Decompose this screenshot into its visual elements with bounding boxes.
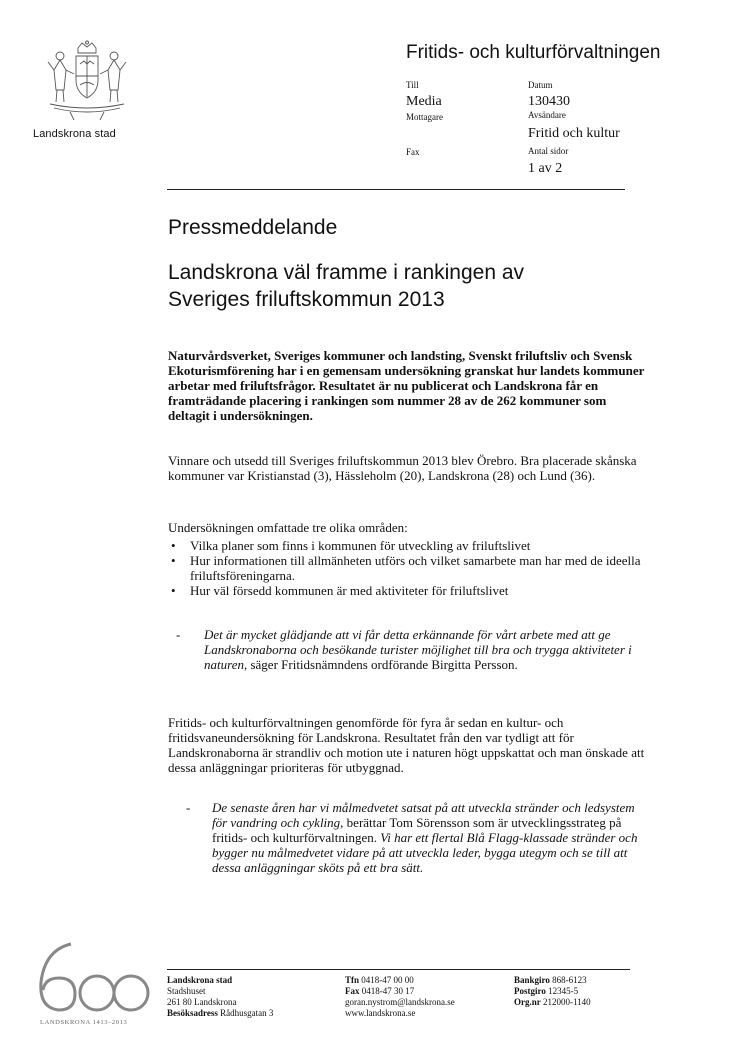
avsandare-label: Avsändare (528, 110, 566, 120)
quote-2-italic-2: Vi har ett flertal Blå Flagg-klassade stränder och bygger nu målmedvetet vidare på att utveckla leder, bygga utegym och se till att dessa anläggningar sköts på ett bra sätt. (212, 830, 638, 875)
footer-address-line: 261 80 Landskrona (167, 997, 237, 1007)
footer-bankgiro-label: Bankgiro (514, 975, 550, 985)
jubilee-600-logo (33, 938, 151, 1018)
results-paragraph: Vinnare och utsedd till Sveriges friluftskommun 2013 blev Örebro. Bra placerade skånska kommuner var Kristianstad (3), Hässleholm (20), Landskrona (28) och Lund (36). (168, 453, 637, 483)
list-item: • Vilka planer som finns i kommunen för utveckling av friluftslivet (168, 538, 650, 553)
quote-1-italic: Det är mycket glädjande att vi får detta erkännande för vårt arbete med att ge Landskronaborna och besökande turister möjlighet till bra och trygga aktiviteter i naturen (204, 627, 632, 672)
quote-2-attribution: , berättar Tom Sörensson som är utvecklingsstrateg på fritids- och kulturförvaltningen. (212, 815, 622, 845)
till-value: Media (406, 94, 442, 109)
quote-dash: - (186, 800, 191, 815)
footer-tfn-value: 0418-47 00 00 (359, 975, 414, 985)
areas-intro: Undersökningen omfattade tre olika områden: (168, 520, 408, 535)
footer-orgnr-value: 212000-1140 (540, 997, 591, 1007)
quote-dash: - (176, 627, 181, 642)
footer-email-link[interactable]: goran.nystrom@landskrona.se (345, 997, 455, 1007)
footer-visit-value: Rådhusgatan 3 (217, 1008, 274, 1018)
footer-bankgiro-value: 868-6123 (549, 975, 587, 985)
antal-sidor-value: 1 av 2 (528, 161, 563, 176)
footer-divider (167, 969, 630, 970)
headline-line-1: Landskrona väl framme i rankingen av (168, 261, 525, 284)
antal-sidor-label: Antal sidor (528, 146, 569, 156)
list-item: • Hur väl försedd kommunen är med aktiviteter för friluftslivet (168, 583, 650, 598)
footer-orgnr-label: Org.nr (514, 997, 541, 1007)
datum-label: Datum (528, 80, 553, 90)
footer-banking (514, 975, 591, 1008)
survey-paragraph: Fritids- och kulturförvaltningen genomförde för fyra år sedan en kultur- och fritidsvaneundersökning för Landskrona. Resultatet från den var tydligt att för Landskronaborna är strandliv och motion ute i naturen högt uppskattat och man önskade att dessa anläggningar prioriteras för utbyggnad. (168, 715, 645, 775)
areas-list (168, 538, 650, 598)
footer-fax-label: Fax (345, 986, 360, 996)
headline-line-2: Sveriges friluftskommun 2013 (168, 288, 445, 311)
fax-label: Fax (406, 147, 420, 157)
jubilee-caption: LANDSKRONA 1413–2013 (40, 1019, 128, 1026)
quote-1-attribution: , säger Fritidsnämndens ordförande Birgitta Persson. (243, 657, 518, 672)
footer-address-line: Stadshuset (167, 986, 206, 996)
city-logo-text: Landskrona stad (33, 128, 116, 140)
footer-address (167, 975, 273, 1019)
quote-2-italic-1: De senaste åren har vi målmedvetet satsat på att utveckla stränder och ledsystem för vandring och cykling (212, 800, 635, 830)
document-type: Pressmeddelande (168, 216, 338, 239)
header-divider (167, 189, 625, 190)
footer-contact (345, 975, 455, 1019)
footer-org-name: Landskrona stad (167, 975, 233, 985)
footer-fax-value: 0418-47 30 17 (359, 986, 415, 996)
footer-web-link[interactable]: www.landskrona.se (345, 1008, 416, 1018)
datum-value: 130430 (528, 94, 570, 109)
lead-paragraph: Naturvårdsverket, Sveriges kommuner och landsting, Svenskt friluftsliv och Svensk Ekoturismförening har i en gemensam undersökning granskat hur landets kommuner arbetar med friluftsfrågor. Resultatet är nu publicerat och Landskrona får en framträdande placering i rankingen som nummer 28 av de 262 kommuner som deltagit i undersökningen. (168, 348, 645, 423)
footer-tfn-label: Tfn (345, 975, 360, 985)
mottagare-label: Mottagare (406, 112, 443, 122)
avsandare-value: Fritid och kultur (528, 126, 620, 141)
footer-visit-label: Besöksadress (167, 1008, 218, 1018)
list-item: • Hur informationen till allmänheten utförs och vilket samarbete man har med de ideella friluftsföreningarna. (168, 553, 650, 583)
headline (168, 259, 638, 313)
quote-2 (186, 800, 656, 910)
footer-postgiro-value: 12345-5 (545, 986, 579, 996)
quote-1 (176, 627, 656, 691)
till-label: Till (406, 80, 419, 90)
footer-postgiro-label: Postgiro (514, 986, 546, 996)
department-name: Fritids- och kulturförvaltningen (406, 42, 661, 63)
coat-of-arms-logo (40, 40, 134, 128)
